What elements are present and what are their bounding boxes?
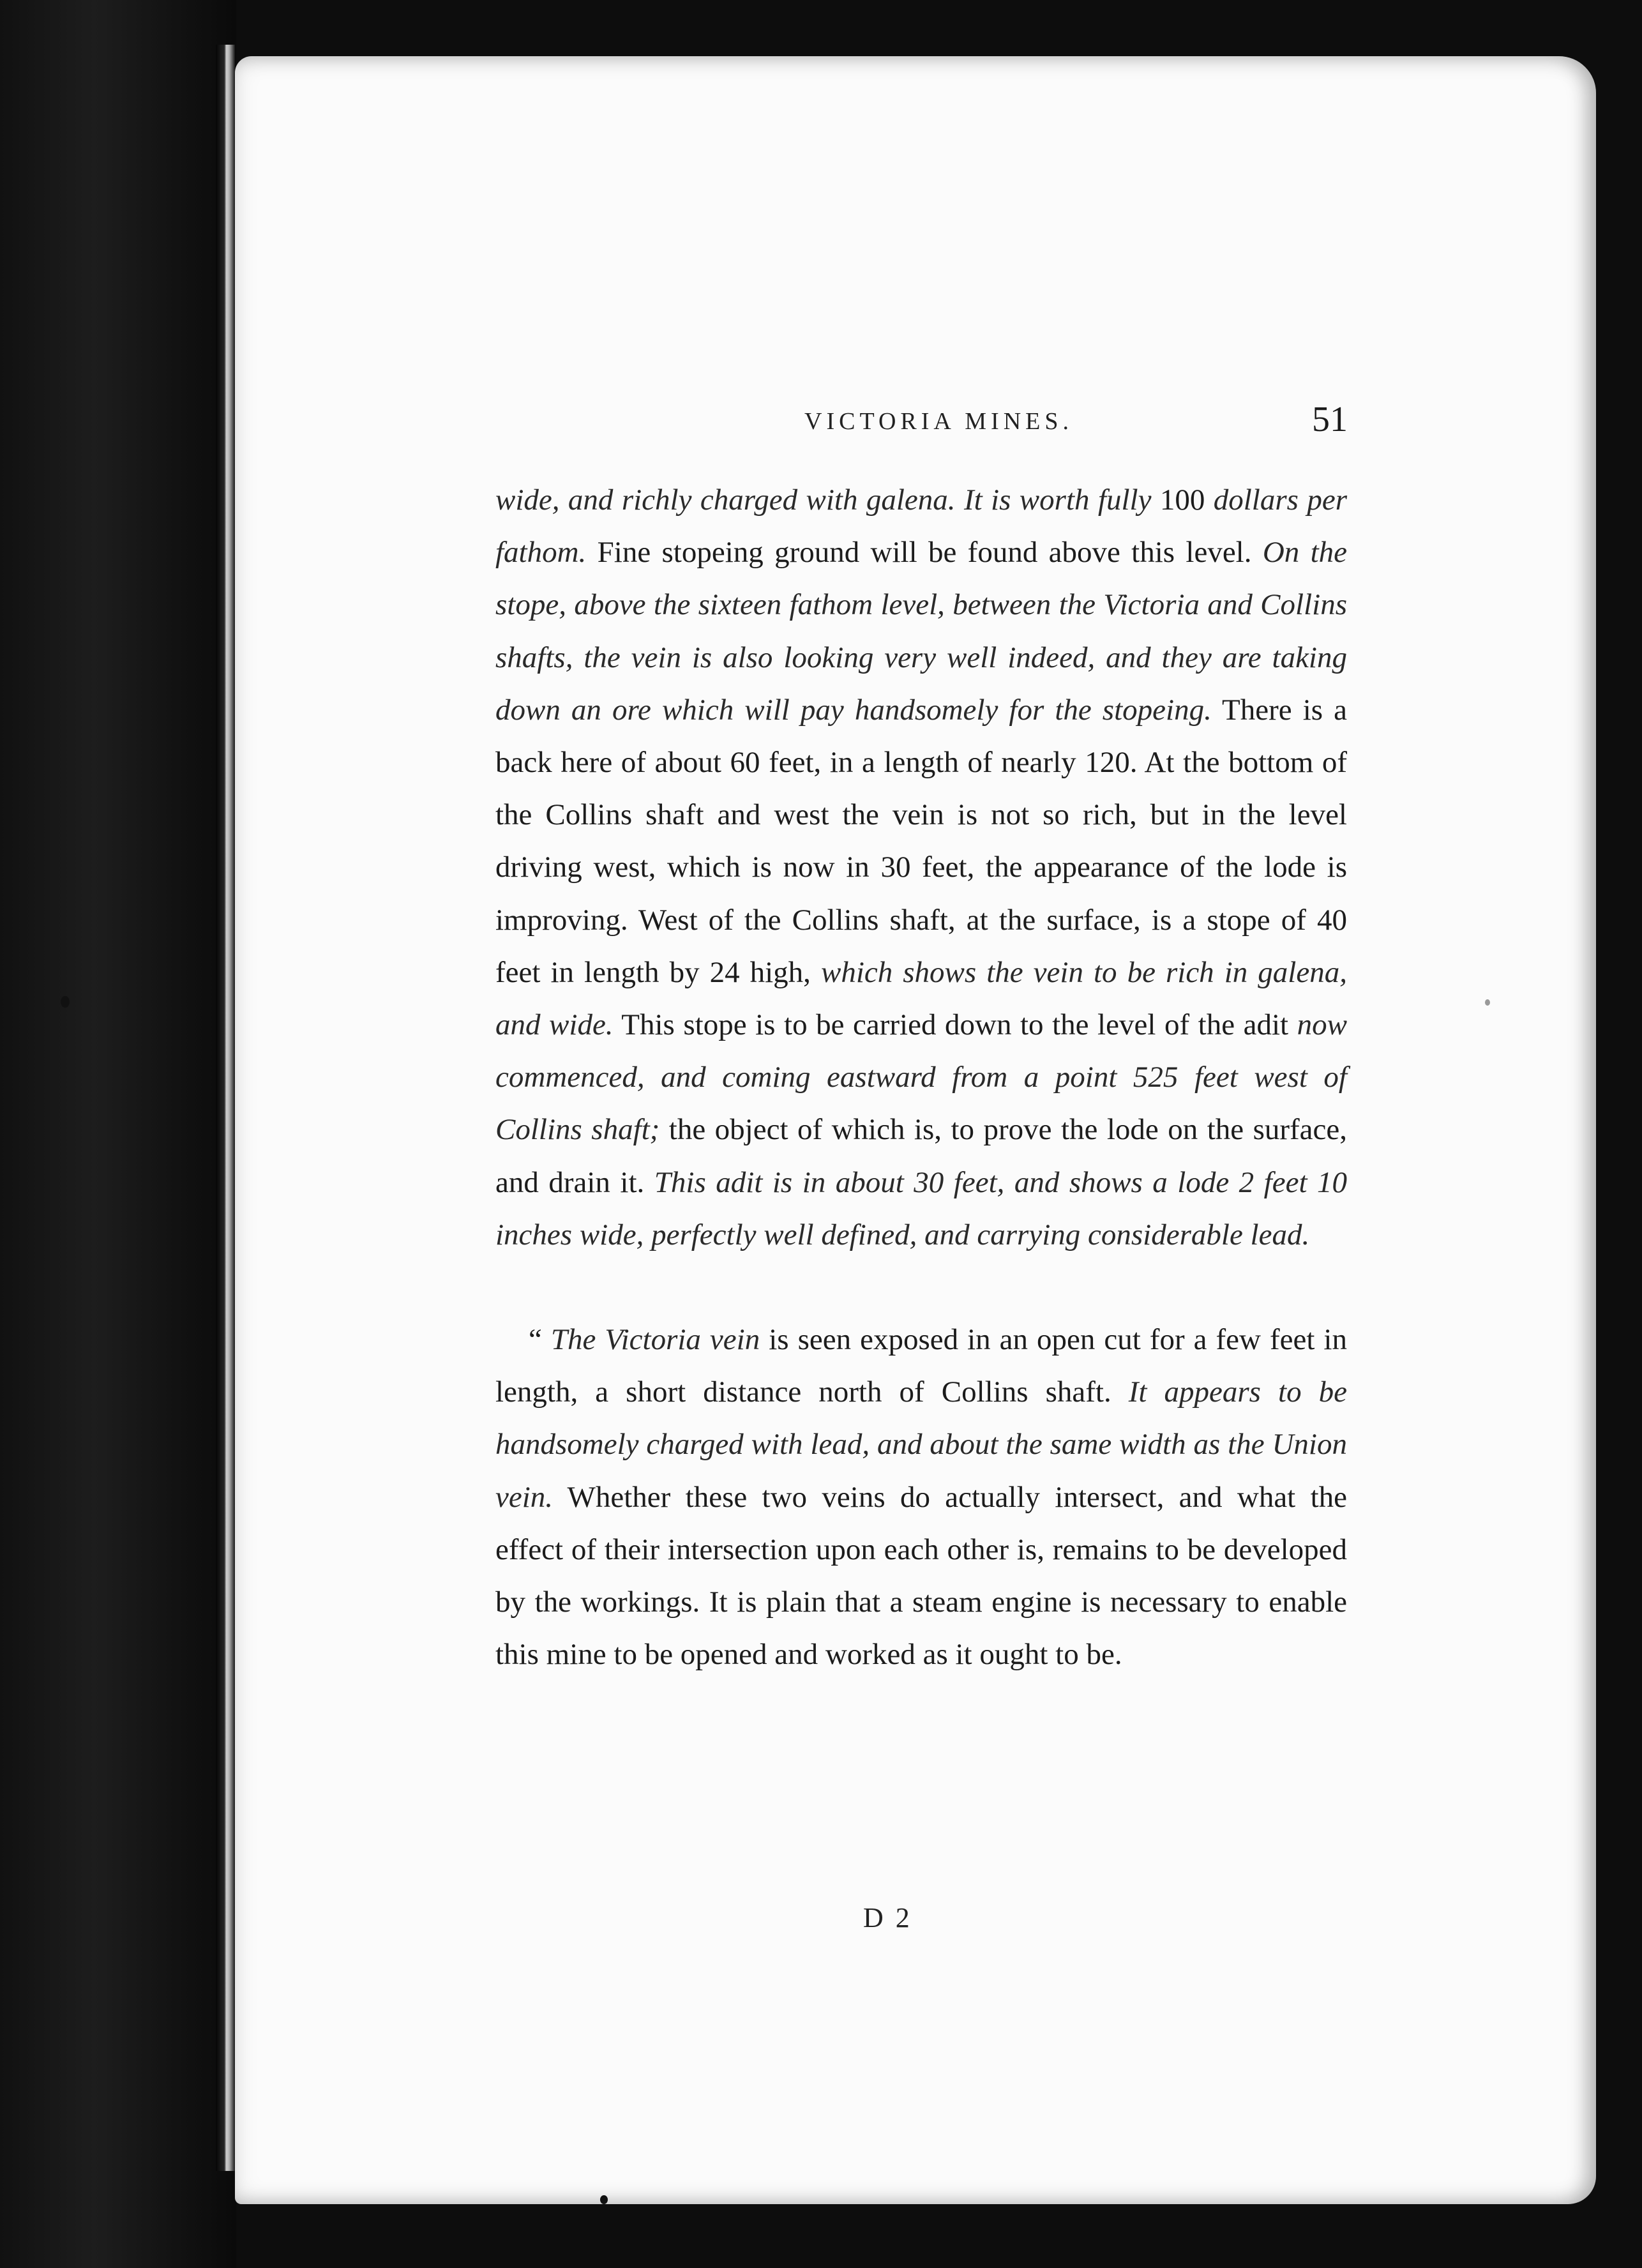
italic-text-run: This adit is in about 30 feet, and shows a lode 2 feet 10 inches wide, perfectly well defined, and carrying considerable lead. (495, 1165, 1347, 1251)
signature-mark: D 2 (863, 1902, 912, 1933)
italic-text-run: dollars per fathom. (495, 483, 1347, 570)
text-run: “ (529, 1323, 551, 1357)
paragraph-1 (495, 474, 1347, 1261)
book-spine-gutter (216, 45, 235, 2171)
italic-text-run: The Victoria vein (550, 1323, 760, 1357)
text-run: 100 (1159, 483, 1214, 517)
scan-speck (1485, 999, 1490, 1006)
text-run: Fine stopeing ground will be found above this level. (586, 536, 1263, 570)
text-run: There is a back here of about 60 feet, in a length of nearly 120. At the bottom of the Collins shaft and west the vein is not so rich, but in the level driving west, which is now in 30 feet, the appearance of the lode is improving. West of the Collins shaft, at the surface, is a stope of 40 feet in length by 24 high, (495, 693, 1347, 989)
scan-speck (61, 996, 70, 1008)
text-run: the object of which is, to prove the lode on the surface, and drain it. (495, 1113, 1348, 1199)
scan-speck (600, 2195, 608, 2204)
italic-text-run: It appears to be handsomely charged with lead, and about the same width as the Union vein. (495, 1375, 1347, 1514)
paragraph-2 (495, 1313, 1347, 1681)
italic-text-run: On the stope, above the sixteen fathom level, between the Victoria and Collins shafts, the vein is also looking very well indeed, and they are taking down an ore which will pay handsomely for the stopeing. (495, 536, 1347, 727)
text-run: Whether these two veins do actually intersect, and what the effect of their intersection upon each other is, remains to be developed by the workings. It is plain that a steam engine is necessary to enable this mine to be opened and worked as it ought to be. (495, 1480, 1347, 1672)
body-text (495, 474, 1347, 1681)
italic-text-run: now commenced, and coming eastward from a point 525 feet west of Collins shaft; (495, 1008, 1347, 1147)
text-run: This stope is to be carried down to the level of the adit (613, 1008, 1297, 1042)
page-number: 51 (1312, 400, 1348, 439)
text-run: is seen exposed in an open cut for a few feet in length, a short distance north of Collins shaft. (495, 1323, 1347, 1409)
scan-background-left (0, 0, 236, 2268)
running-head: VICTORIA MINES. (804, 408, 1073, 435)
italic-text-run: wide, and richly charged with galena. It is worth fully (495, 483, 1160, 517)
italic-text-run: which shows the vein to be rich in galena, and wide. (495, 955, 1347, 1042)
